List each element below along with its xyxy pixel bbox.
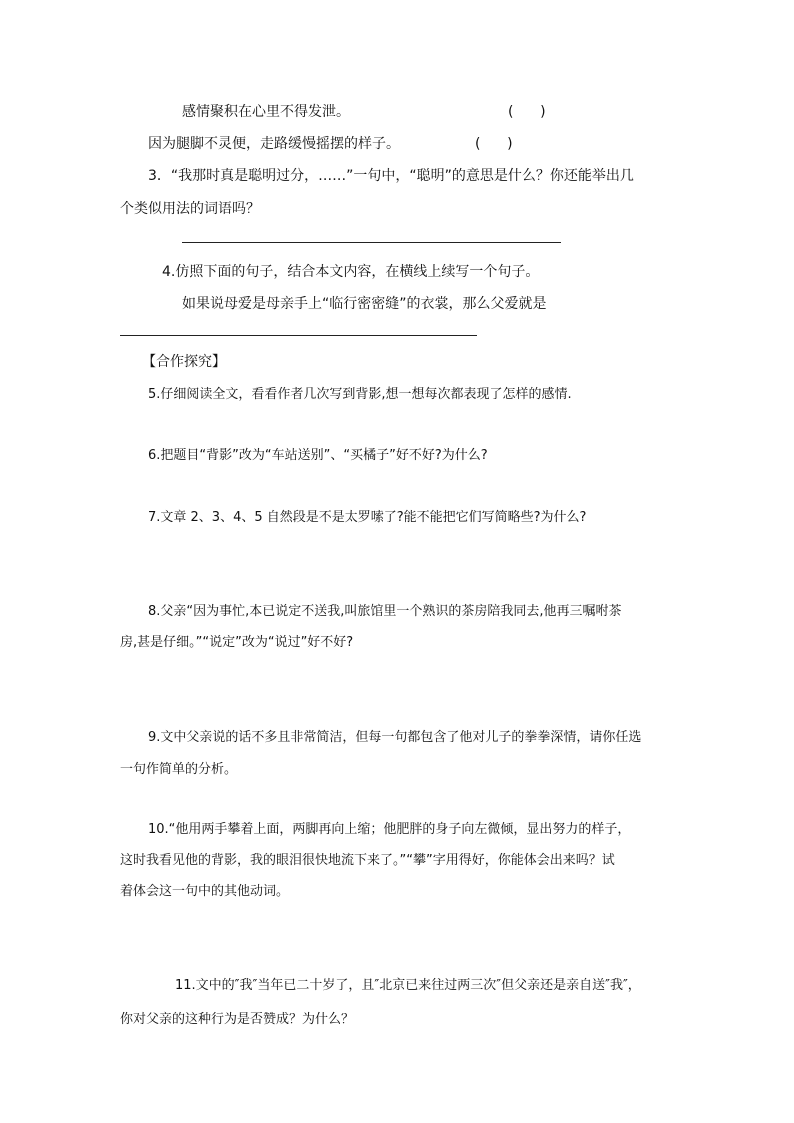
q7-text: 7.文章 2、3、4、5 自然段是不是太罗嗦了?能不能把它们写简略些?为什么? bbox=[148, 510, 587, 525]
q4-answer-line bbox=[120, 335, 477, 336]
q3-text-line1: 3．“我那时真是聪明过分，……”一句中，“聪明”的意思是什么？你还能举出几 bbox=[148, 168, 634, 184]
q11-text-line2: 你对父亲的这种行为是否赞成？为什么？ bbox=[120, 1012, 355, 1027]
q5-text: 5.仔细阅读全文，看看作者几次写到背影,想一想每次都表现了怎样的感情. bbox=[148, 387, 572, 402]
q3-answer-line bbox=[182, 242, 561, 243]
q4-text-line1: 4.仿照下面的句子，结合本文内容，在横线上续写一个句子。 bbox=[162, 264, 540, 280]
q2-item-b-answer-blank: ( ) bbox=[475, 136, 513, 152]
q9-text-line1: 9.文中父亲说的话不多且非常简洁，但每一句都包含了他对儿子的拳拳深情，请你任选 bbox=[148, 730, 642, 745]
q4-text-line2: 如果说母爱是母亲手上“临行密密缝”的衣裳，那么父爱就是 bbox=[182, 296, 547, 312]
section-heading: 【合作探究】 bbox=[142, 354, 226, 370]
q10-text-line1: 10.“他用两手攀着上面，两脚再向上缩；他肥胖的身子向左微倾，显出努力的样子， bbox=[148, 822, 631, 837]
q3-text-line2: 个类似用法的词语吗？ bbox=[120, 201, 260, 217]
q10-text-line2: 这时我看见他的背影，我的眼泪很快地流下来了。”“攀”字用得好，你能体会出来吗？试 bbox=[120, 853, 615, 868]
q10-text-line3: 着体会这一句中的其他动词。 bbox=[120, 884, 290, 899]
q8-text-line1: 8.父亲“因为事忙,本已说定不送我,叫旅馆里一个熟识的茶房陪我同去,他再三嘱咐茶 bbox=[148, 604, 622, 619]
q6-text: 6.把题目“背影”改为“车站送别”、“买橘子”好不好?为什么? bbox=[148, 448, 488, 463]
q11-text-line1: 11.文中的″我″当年已二十岁了，且″北京已来往过两三次″但父亲还是亲自送″我″， bbox=[175, 978, 641, 993]
q2-item-b: 因为腿脚不灵便，走路缓慢摇摆的样子。 bbox=[148, 136, 400, 152]
q2-item-a-answer-blank: ( ) bbox=[508, 104, 546, 120]
q2-item-a: 感情聚积在心里不得发泄。 bbox=[182, 104, 350, 120]
q9-text-line2: 一句作简单的分析。 bbox=[120, 762, 238, 777]
q8-text-line2: 房,甚是仔细。”“说定”改为“说过”好不好? bbox=[120, 635, 354, 650]
